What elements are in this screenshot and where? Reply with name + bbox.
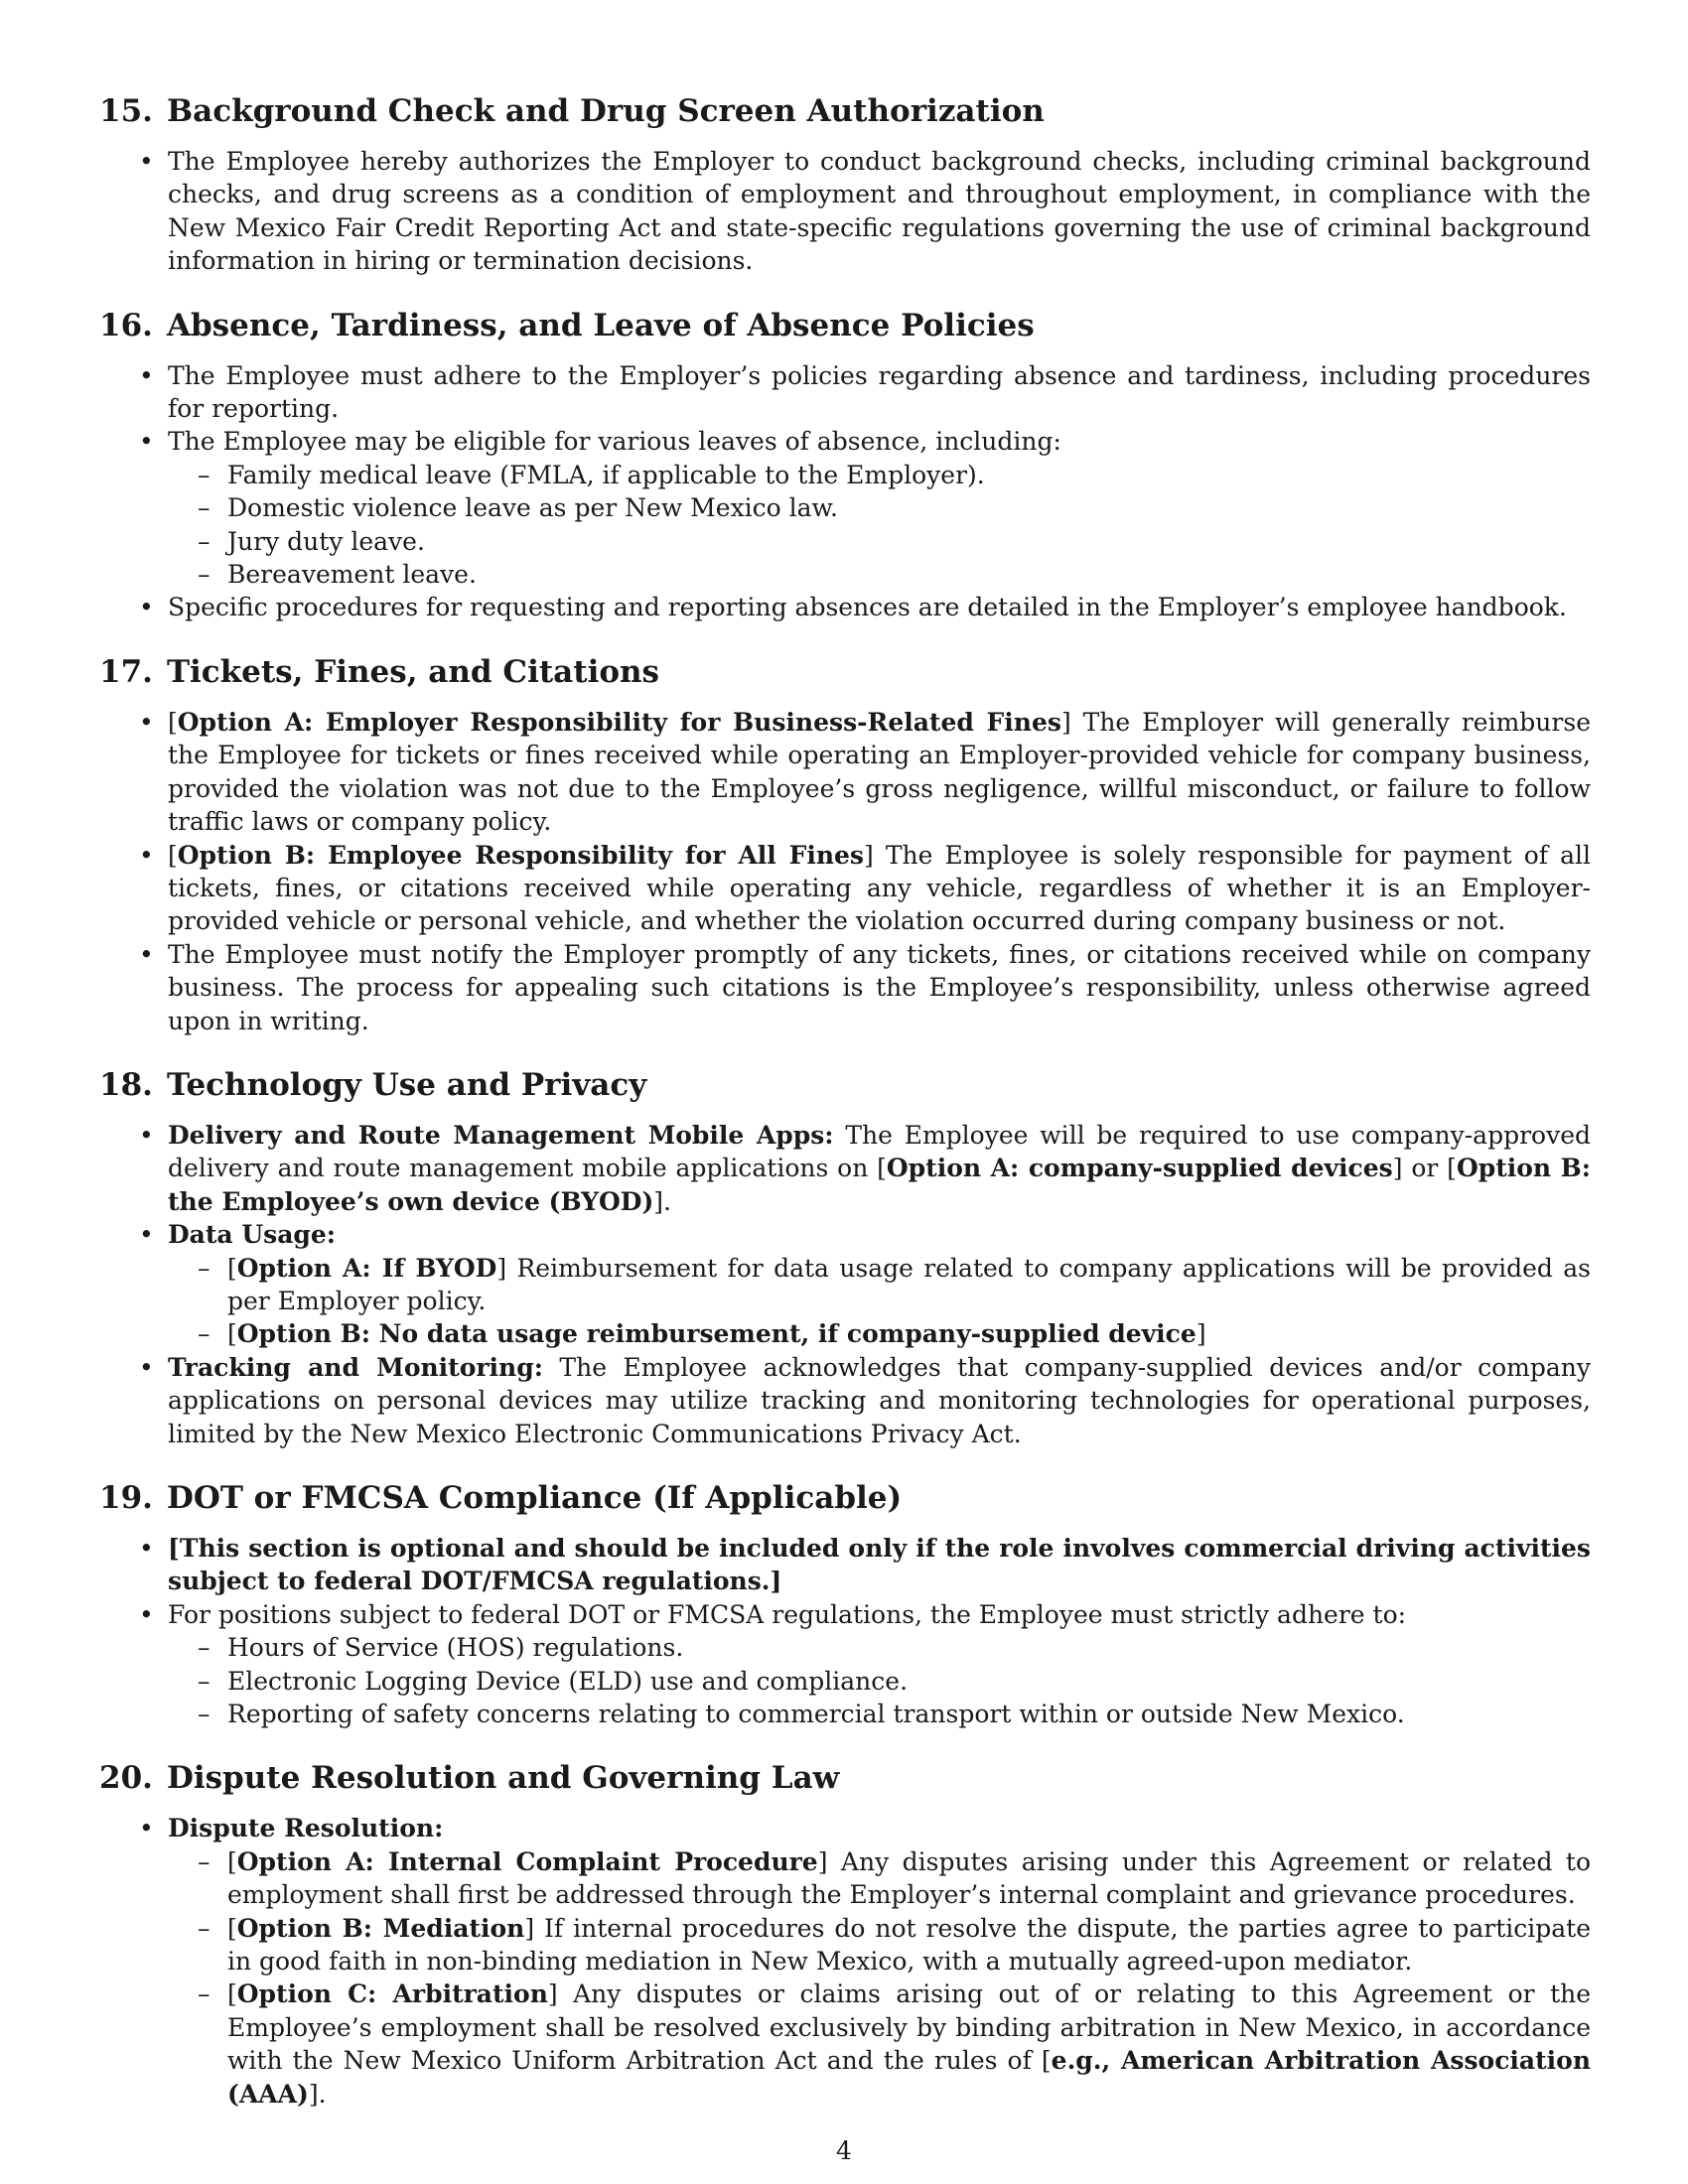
section-16 — [99, 306, 1591, 624]
sub-list-item: – [Option A: If BYOD] Reimbursement for data usage related to company applications will be provided as per Employer policy. — [167, 1252, 1591, 1318]
list-item: • Delivery and Route Management Mobile Apps: The Employee will be required to use company-approved delivery and route management mobile applications on [Option A: company-supplied devices] or [Option B: the Employee’s own device (BYOD)]. — [99, 1119, 1591, 1218]
list-item — [99, 1218, 1591, 1351]
list-item: • Specific procedures for requesting and reporting absences are detailed in the Employer’s employee handbook. — [99, 591, 1591, 623]
section-17 — [99, 652, 1591, 1037]
section-15 — [99, 91, 1591, 278]
option-label: Option C: Arbitration — [236, 1979, 548, 2009]
sub-list-item: – Jury duty leave. — [167, 525, 1591, 558]
section-title: Absence, Tardiness, and Leave of Absence Policies — [166, 307, 1035, 343]
section-title: Technology Use and Privacy — [166, 1066, 647, 1103]
sub-list-item: – [Option B: Mediation] If internal procedures do not resolve the dispute, the parties agree to participate in good faith in non-binding mediation in New Mexico, with a mutually agreed-upon mediator. — [167, 1912, 1591, 1979]
option-label: Option B: the Employee’s own device (BYOD) — [168, 1154, 1592, 1216]
list-item: • The Employee may be eligible for various leaves of absence, including: – Family medical leave (FMLA, if applicable to the Employer). – Domestic violence leave as per New Mexico law. – Jury duty leave. – Bereavement leave. — [99, 425, 1591, 591]
section-heading — [99, 1478, 1591, 1518]
list-item: • The Employee must adhere to the Employer’s policies regarding absence and tardiness, including procedures for reporting. — [99, 359, 1591, 426]
list-item: • The Employee must notify the Employer promptly of any tickets, fines, or citations received while on company business. The process for appealing such citations is the Employee’s responsibility, unless otherwise agreed upon in writing. — [99, 938, 1591, 1037]
list-item: • The Employee hereby authorizes the Employer to conduct background checks, including criminal background checks, and drug screens as a condition of employment and throughout employment, in compliance with the New Mexico Fair Credit Reporting Act and state-specific regulations governing the use of criminal background information in hiring or termination decisions. — [99, 145, 1591, 278]
sub-list-item: – [Option C: Arbitration] Any disputes or claims arising out of or relating to this Agreement or the Employee’s employment shall be resolved exclusively by binding arbitration in New Mexico, in accordance with the New Mexico Uniform Arbitration Act and the rules of [e.g., American Arbitration Association (AAA)]. — [167, 1978, 1591, 2111]
section-title: Background Check and Drug Screen Authorization — [166, 93, 1045, 129]
list-item: • [Option A: Employer Responsibility for Business-Related Fines] The Employer will generally reimburse the Employee for tickets or fines received while operating an Employer-provided vehicle for company business, provided the violation was not due to the Employee’s gross negligence, willful misconduct, or failure to follow traffic laws or company policy. — [99, 706, 1591, 839]
sub-list-item: – Family medical leave (FMLA, if applicable to the Employer). — [167, 459, 1591, 491]
option-label: Option A: Internal Complaint Procedure — [236, 1846, 818, 1876]
option-label: Option A: Employer Responsibility for Business-Related Fines — [177, 707, 1061, 737]
option-label: Option B: No data usage reimbursement, if company-supplied device — [236, 1319, 1196, 1349]
option-label: Option B: Mediation — [236, 1913, 525, 1943]
optional-note: This section is optional and should be included only if the role involves commercial driving activities subject to federal DOT/FMCSA regulations. — [168, 1534, 1591, 1596]
item-label: Tracking and Monitoring: — [168, 1352, 543, 1382]
section-number: 17. — [99, 653, 153, 690]
sub-list-item: – Bereavement leave. — [167, 558, 1591, 591]
section-number: 16. — [99, 307, 153, 343]
option-label: e.g., American Arbitration Association (AAA) — [227, 2046, 1592, 2109]
section-heading — [99, 1758, 1591, 1798]
section-heading — [99, 91, 1591, 131]
sub-list-item: – Reporting of safety concerns relating to commercial transport within or outside New Mexico. — [167, 1698, 1591, 1730]
option-label: Option B: Employee Responsibility for All Fines — [177, 840, 864, 870]
document-page — [99, 91, 1591, 2138]
section-18 — [99, 1065, 1591, 1450]
section-heading — [99, 1065, 1591, 1105]
list-item: • [Option B: Employee Responsibility for All Fines] The Employee is solely responsible for payment of all tickets, fines, or citations received while operating any vehicle, regardless of whether it is an Employer-provided vehicle or personal vehicle, and whether the violation occurred during company business or not. — [99, 839, 1591, 938]
page-number: 4 — [836, 2136, 852, 2165]
section-number: 19. — [99, 1480, 153, 1516]
sub-list-item: – Electronic Logging Device (ELD) use and compliance. — [167, 1665, 1591, 1698]
item-label: Dispute Resolution: — [168, 1814, 444, 1843]
sub-list-item: – [Option A: Internal Complaint Procedure] Any disputes arising under this Agreement or related to employment shall first be addressed through the Employer’s internal complaint and grievance procedures. — [167, 1845, 1591, 1912]
item-label: Data Usage: — [168, 1220, 337, 1250]
list-item — [99, 1812, 1591, 2111]
section-number: 15. — [99, 93, 153, 129]
section-number: 20. — [99, 1760, 153, 1797]
list-item: • For positions subject to federal DOT or FMCSA regulations, the Employee must strictly adhere to: – Hours of Service (HOS) regulations. – Electronic Logging Device (ELD) use and compliance. – Reporting of safety concerns relating to commercial transport within or outside New Mexico. — [99, 1598, 1591, 1731]
section-title: Dispute Resolution and Governing Law — [166, 1760, 840, 1797]
item-label: Delivery and Route Management Mobile Apps: — [168, 1120, 834, 1150]
section-heading — [99, 306, 1591, 345]
sub-list-item: – Domestic violence leave as per New Mexico law. — [167, 491, 1591, 524]
section-title: Tickets, Fines, and Citations — [166, 653, 660, 690]
section-number: 18. — [99, 1066, 153, 1103]
section-19 — [99, 1478, 1591, 1730]
section-title: DOT or FMCSA Compliance (If Applicable) — [166, 1480, 903, 1516]
list-item: • Tracking and Monitoring: The Employee acknowledges that company-supplied devices and/or company applications on personal devices may utilize tracking and monitoring technologies for operational purposes, limited by the New Mexico Electronic Communications Privacy Act. — [99, 1351, 1591, 1450]
section-20 — [99, 1758, 1591, 2111]
list-item: • [This section is optional and should be included only if the role involves commercial driving activities subject to federal DOT/FMCSA regulations.] — [99, 1532, 1591, 1598]
section-heading — [99, 652, 1591, 692]
sub-list-item: – Hours of Service (HOS) regulations. — [167, 1631, 1591, 1664]
option-label: Option A: company-supplied devices — [886, 1154, 1393, 1183]
sub-list-item: – [Option B: No data usage reimbursement, if company-supplied device] — [167, 1317, 1591, 1350]
option-label: Option A: If BYOD — [236, 1253, 497, 1283]
